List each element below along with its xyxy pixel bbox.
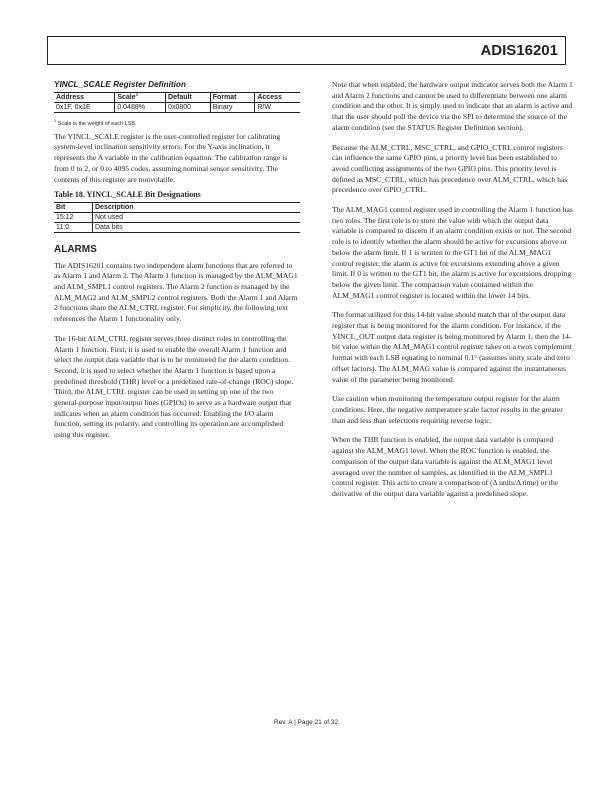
right-column — [332, 80, 574, 500]
column-header-label: Scale — [117, 93, 136, 101]
alarms-paragraph: The 16-bit ALM_CTRL register serves three distinct roles in controlling the Alarm 1 function. First, it is used to enable the overall Alarm 1 function and select the output data variable that is to be monitored for the alarm condition. Second, it is used to select whether the Alarm 1 function is based upon a predefined threshold (THR) level or a predefined rate-of-change (ROC) slope. Third, the ALM_CTRL register can be used in setting up one of the two general-purpose input/output lines (GPIOs) to serve as a hardware output that indicates when an alarm condition has occurred. Enabling the I/O alarm function, setting its polarity, and controlling its operation are accomplished using this register. — [54, 333, 294, 440]
body-paragraph: The ALM_MAG1 control register used in controlling the Alarm 1 function has two roles. The first role is to store the value with which the output data variable is compared to discern if an alarm condition exists or not. The second role is to identify whether the alarm should be active for excursions above or below the alarm limit. If 1 is written to the GT1 bit of the ALM_MAG1 control register, the alarm is active for excursions extending above a given limit. If 0 is written to the GT1 bit, the alarm is active for excursions dropping below the given limit. The comparison value contained within the ALM_MAG1 control register is located within the lower 14 bits. — [332, 205, 573, 300]
left-column — [54, 80, 300, 441]
table-cell: 11:0 — [54, 222, 93, 232]
alarms-paragraph: The ADIS16201 contains two independent alarm functions that are referred to as Alarm 1 and Alarm 2. The Alarm 1 function is managed by the ALM_MAG1 and ALM_SMPL1 control registers. The Alarm 2 function is managed by the ALM_MAG2 and ALM_SMPL2 control registers. Both the Alarm 1 and Alarm 2 functions share the ALM_CTRL register. For simplicity, the following text references the Alarm 1 functionality only. — [54, 260, 298, 324]
column-header: Bit — [54, 202, 93, 212]
body-paragraph: The format utilized for this 14-bit value should match that of the output data register that is being monitored for the alarm condition. For instance, if the YINCL_OUT output data register is being monitored by Alarm 1, then the 14-bit value within the ALM_MAG1 control register takes on a twos complement format with each LSB equating to nominal 0.1° (assumes unity scale and zero offset factors). The ALM_MAG value is compared against the instantaneous value of the parameter being monitored. — [332, 310, 572, 384]
column-header: Format — [210, 92, 255, 102]
page-header — [47, 36, 566, 65]
column-header — [115, 92, 166, 102]
bit-designations-table — [54, 202, 300, 233]
table-header-row — [54, 202, 300, 212]
table-row — [54, 222, 300, 232]
alarms-heading: ALARMS — [54, 243, 97, 255]
column-header: Access — [255, 92, 300, 102]
table18-title: Table 18. YINCL_SCALE Bit Designations — [54, 190, 201, 200]
body-paragraph: When the THR function is enabled, the output data variable is compared against the ALM_MAG1 level. When the ROC function is enabled, the comparison of the output data variable is against the ALM_MAG1 level averaged over the number of samples, as identified in the ALM_SMPL1 control register. This acts to create a comparison of (Δ units/Δ time) or the derivative of the output data variable against a predefined slope. — [332, 435, 559, 498]
column-header: Default — [166, 92, 211, 102]
register-definition-title: YINCL_SCALE Register Definition — [54, 80, 186, 89]
table-cell: 0x0800 — [166, 102, 211, 112]
body-paragraph: Use caution when monitoring the temperature output register for the alarm conditions. Here, the negative temperature scale factor results in the greater than and less than selections requiring reverse logic. — [332, 394, 563, 425]
part-number: ADIS16201 — [480, 42, 558, 59]
table-cell: 0.0488% — [115, 102, 166, 112]
table-cell: Data bits — [93, 222, 301, 232]
footnote-marker: 1 — [54, 118, 57, 123]
footnote-marker: 1 — [135, 92, 139, 98]
column-header: Address — [54, 92, 115, 102]
table-footnote — [54, 118, 300, 128]
table-cell: Binary — [210, 102, 255, 112]
footnote-text: Scale is the weight of each LSB. — [56, 120, 137, 127]
table-row — [54, 102, 300, 112]
table-header-row — [54, 92, 300, 102]
body-paragraph: Because the ALM_CTRL, MSC_CTRL, and GPIO_CTRL control registers can influence the same GPIO pins, a priority level has been established to avoid conflicting assignments of the two GPIO pins. This priority level is defined as MSC_CTRL, which has precedence over ALM_CTRL, which has precedence over GPIO_CTRL. — [332, 142, 568, 195]
page-footer: Rev. A | Page 21 of 32 — [273, 719, 339, 726]
table-cell: 0x1F, 0x1E — [54, 102, 115, 112]
yincl-scale-paragraph: The YINCL_SCALE register is the user-controlled register for calibrating system-level inclination sensitivity errors. For the Y-axis inclination, it represents the A variable in the calibration equation. The calibration range is from 0 to 2, or 0 to 4095 codes, assuming nominal sensor sensitivity. The contents of this register are nonvolatile. — [54, 131, 288, 184]
body-paragraph: Note that when enabled, the hardware output indicator serves both the Alarm 1 and Alarm 2 functions and cannot be used to differentiate between one alarm condition and the other. It is simply used to indicate that an alarm is active and that the user should poll the device via the SPI to determine the source of the alarm condition (see the STATUS Register Definition section). — [332, 80, 573, 132]
column-header: Description — [93, 202, 301, 212]
table-cell: 15:12 — [54, 212, 93, 222]
table-cell: Not used — [93, 212, 301, 222]
table-row — [54, 212, 300, 222]
table-cell: R/W — [255, 102, 300, 112]
register-definition-table — [54, 92, 300, 113]
